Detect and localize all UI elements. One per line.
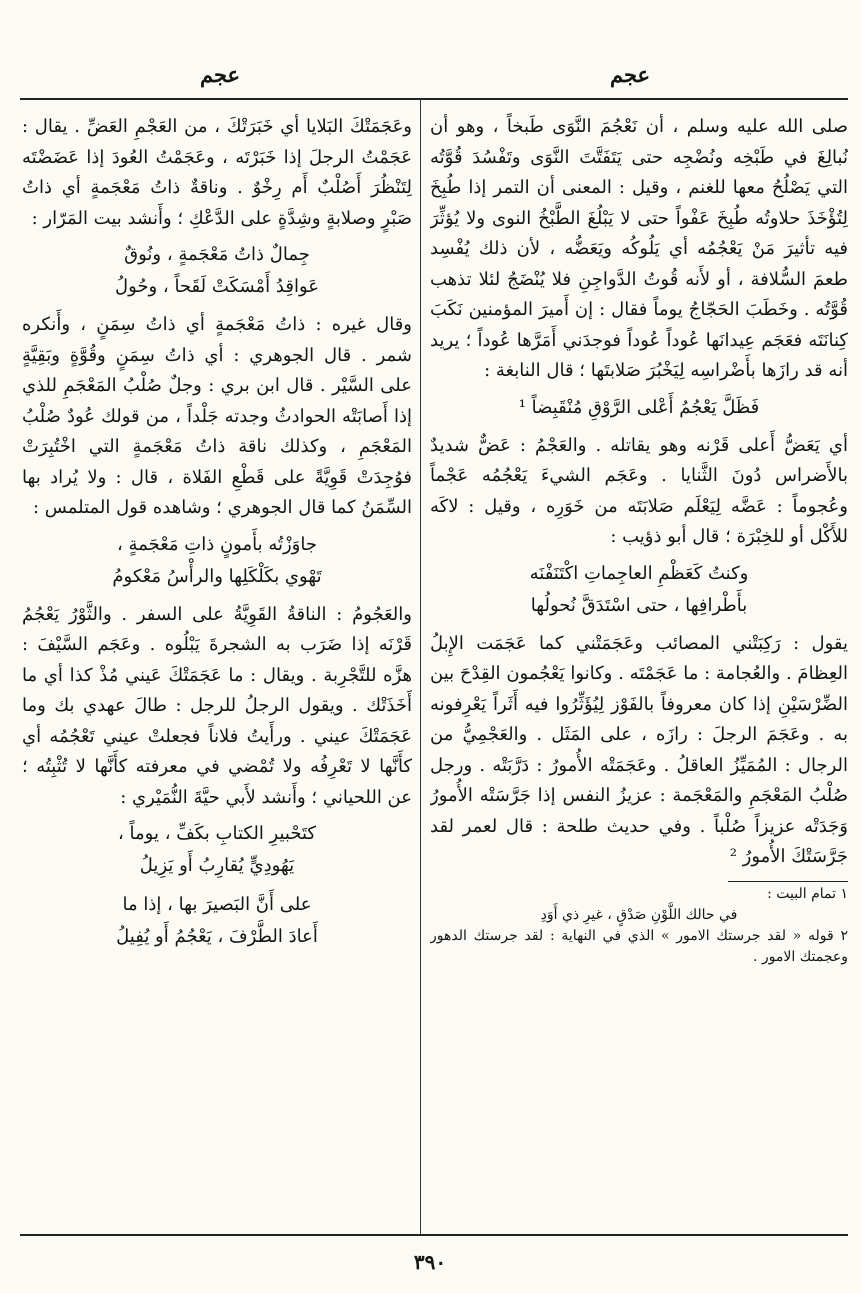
verse-line: على أَنَّ البَصيرَ بها ، إذا ما	[122, 894, 312, 915]
verse-line: جاوَزْتُه بأَمونٍ ذاتِ مَعْجَمةٍ ،	[117, 533, 317, 555]
footnote-1-verse: في حالك اللَّوْنِ صَدْقٍ ، غيرِ ذي أَوَدِ	[540, 906, 738, 923]
page-number: ٣٩٠	[413, 1250, 447, 1274]
verse-line: عَواقِدُ أَمْسَكَتْ لَقَحاً ، وحُولُ	[115, 276, 319, 297]
paragraph: وعَجَمَتْكَ البَلايا أي خَبَرَتْكَ ، من العَجْمِ العَضِّ . يقال : عَجَمْتُ الرجلَ إذا خَبَرْتَه ، وعَجَمْتُ العُودَ إذا عَضَضْتَه لِتَنْظُرَ أَصُلْبٌ أَم رِخْوٌ . وناقةٌ ذاتُ مَعْجَمةٍ أي ذاتُ صَبْرٍ وصلابةٍ وشِدَّةٍ على الدَّعْكِ ؛ وأَنشد بيت المَرّار :	[22, 116, 412, 229]
verse-line: أَعادَ الطَّرْفَ ، يَعْجُمُ أَو يُفِيلُ	[116, 926, 318, 947]
verse-abu-hayya-1	[22, 818, 412, 882]
footnotes	[430, 884, 848, 968]
footnote-2: ٢ قوله « لقد جرستك الامور » الذي في النهاية : لقد جرستك الدهور وعجمتك الامور .	[430, 927, 848, 965]
paragraph: أي يَعَضُّ أَعلى قَرْنه وهو يقاتله . والعَجْمُ : عَضٌّ شديدٌ بالأَضراس دُونَ الثَّنايا . وعَجَم الشيءَ يَعْجُمُه عَجْماً وعُجوماً : عَضَّه لِيَعْلَم صَلابَتَه من خَوَرِه ، وقيل : لاكَه للأَكْل أو للخِبْرَة ؛ قال أبو ذؤيب :	[430, 434, 848, 547]
paragraph: صلى الله عليه وسلم ، أن نَعْجُمَ النَّوَى طَبخاً ، وهو أن نُبالِغَ في طَبْخِه ونُضْجِه حتى يَتَفَتَّتَ النَّوَى وتَفْسُدَ قُوَّتُه التي يَصْلُحُ معها للغنم ، وقيل : المعنى أن التمر إذا طُبِخَ لِتُؤْخَذَ حلاوتُه طُبِخَ عَفْواً حتى لا يَبْلُغَ الطَّبْخُ النوى ولا يُؤثِّرَ فيه تأثيرَ مَنْ يَعْجُمُه أي يَلُوكُه ويَعَضُّه ، لأن ذلك يُفْسِد طعمَ السُّلافة ، أو لأَنه قُوتُ الدَّواجِنِ فلا يُنْضَجُ لئلا تذهب قُوَّتُه . وخَطَبَ الحَجّاجُ يوماً فقال : إن أَميرَ المؤمنين نَكَبَ كِنانَتَه فعَجَم عِيدانَها عُوداً عُوداً فوجدَني أَمَرَّها عُوداً ؛ يريد أنه قد رازَها بأَضْراسِه لِيَخْبُرَ صَلابتَها ؛ قال النابغة :	[430, 116, 848, 381]
verse-line: وكنتُ كَعَظْمِ العاجِماتِ اكْتَنَفْنَه	[529, 562, 749, 584]
verse-line: تَهْوي بكَلْكَلِها والرأْسُ مَعْكومُ	[112, 565, 322, 587]
verse-line: يَهُودِيٍّ يُقارِبُ أَو يَزِيلُ	[139, 855, 295, 876]
verse-nabigha	[430, 392, 848, 424]
running-head-right: عجم	[610, 62, 651, 87]
verse-line: جِمالٌ ذاتُ مَعْجَمةٍ ، ونُوقٌ	[124, 244, 310, 265]
verse-abu-dhuayb	[430, 558, 848, 622]
left-column	[22, 112, 412, 1222]
verse-line: فَظَلَّ يَعْجُمُ أَعْلى الرَّوْقِ مُنْقَبِضاً ¹	[518, 396, 760, 418]
running-head-left: عجم	[200, 62, 241, 87]
footnote-rule	[728, 881, 848, 882]
verse-marrar	[22, 239, 412, 303]
header-rule	[20, 98, 848, 100]
footer-rule	[20, 1234, 848, 1236]
paragraph: والعَجُومُ : الناقةُ القَوِيَّةُ على السفر . والثَّوْرُ يَعْجُمُ قَرْنَه إذا ضَرَب به الشجرةَ يَبْلُوه . وعَجَم السَّيْفَ : هزَّه للتَّجْرِبة . ويقال : ما عَجَمَتْكَ عَيني مُذْ كذا أي ما أَخَذَتْك . ويقول الرجلُ للرجل : طالَ عهدي بك وما عَجَمَتْكَ عيني . ورأَيتُ فلاناً فجعلتْ عيني تَعْجُمُه أي كأَنَّها لا تَعْرِفُه ولا تُمْضي في معرفته كأَنَّها لا تُثْبِتُه ؛ عن اللحياني ؛ وأَنشد لأَبي حيَّةَ النُّمَيْري :	[22, 603, 412, 808]
paragraph: وقال غيره : ذاتُ مَعْجَمةٍ أي ذاتُ سِمَنٍ ، وأَنكره شمر . قال الجوهري : أي ذاتُ سِمَنٍ وقُوَّةٍ وبَقِيَّةٍ على السَّيْر . قال ابن بري : وجلٌ صُلْبُ المَعْجَمِ للذي إذا أَصابَتْه الحوادثُ وجدته جَلْداً ، من قولك عُودٌ صُلْبُ المَعْجَمِ ، وكذلك ناقة ذاتُ مَعْجَمةٍ التي اخْتُبِرَتْ فوُجِدَتْ قَوِيَّةً على قَطْعِ الفَلاة ، قال : ولا يُراد بها السِّمَنُ كما قال الجوهري ؛ وشاهده قول المتلمس :	[22, 314, 412, 518]
verse-abu-hayya-2	[22, 889, 412, 953]
column-divider	[420, 98, 421, 1234]
verse-line: بأَطْرافِها ، حتى اسْتَدَقَّ نُحولُها	[530, 594, 748, 616]
paragraph: يقول : رَكِبَتْني المصائب وعَجَمَتْني كما عَجَمَت الإِبلُ العِظامَ . والعُجامة : ما عَجَمْتَه . وكانوا يَعْجُمون القِدْحَ بين الضِّرْسَيْنِ إذا كان معروفاً بالفَوْز لِيُؤَثِّرُوا فيه أَثَراً يَعْرِفونه به . وعَجَمَ الرجلَ : رازَه ، على المَثَل . والعَجْمِيُّ من الرجال : المُمَيِّزُ العاقلُ . وعَجَمَتْه الأُمورُ : دَرَّبَتْه . ورجل صُلْبُ المَعْجَمِ والمَعْجَمة : عزيزُ النفس إذا جَرَّسَتْه الأُمورُ وَجَدَتْه عزيزاً صُلْباً . وفي حديث طلحة : قال لعمر لقد جَرَّسَتْكَ الأُمورُ ²	[430, 632, 848, 867]
verse-line: كتَحْبيرِ الكتابِ بكَفِّ ، يوماً ،	[118, 823, 316, 844]
right-column	[430, 112, 848, 1218]
verse-mutalammis	[22, 529, 412, 593]
footnote-1-label: ١ تمام البيت :	[767, 885, 848, 902]
